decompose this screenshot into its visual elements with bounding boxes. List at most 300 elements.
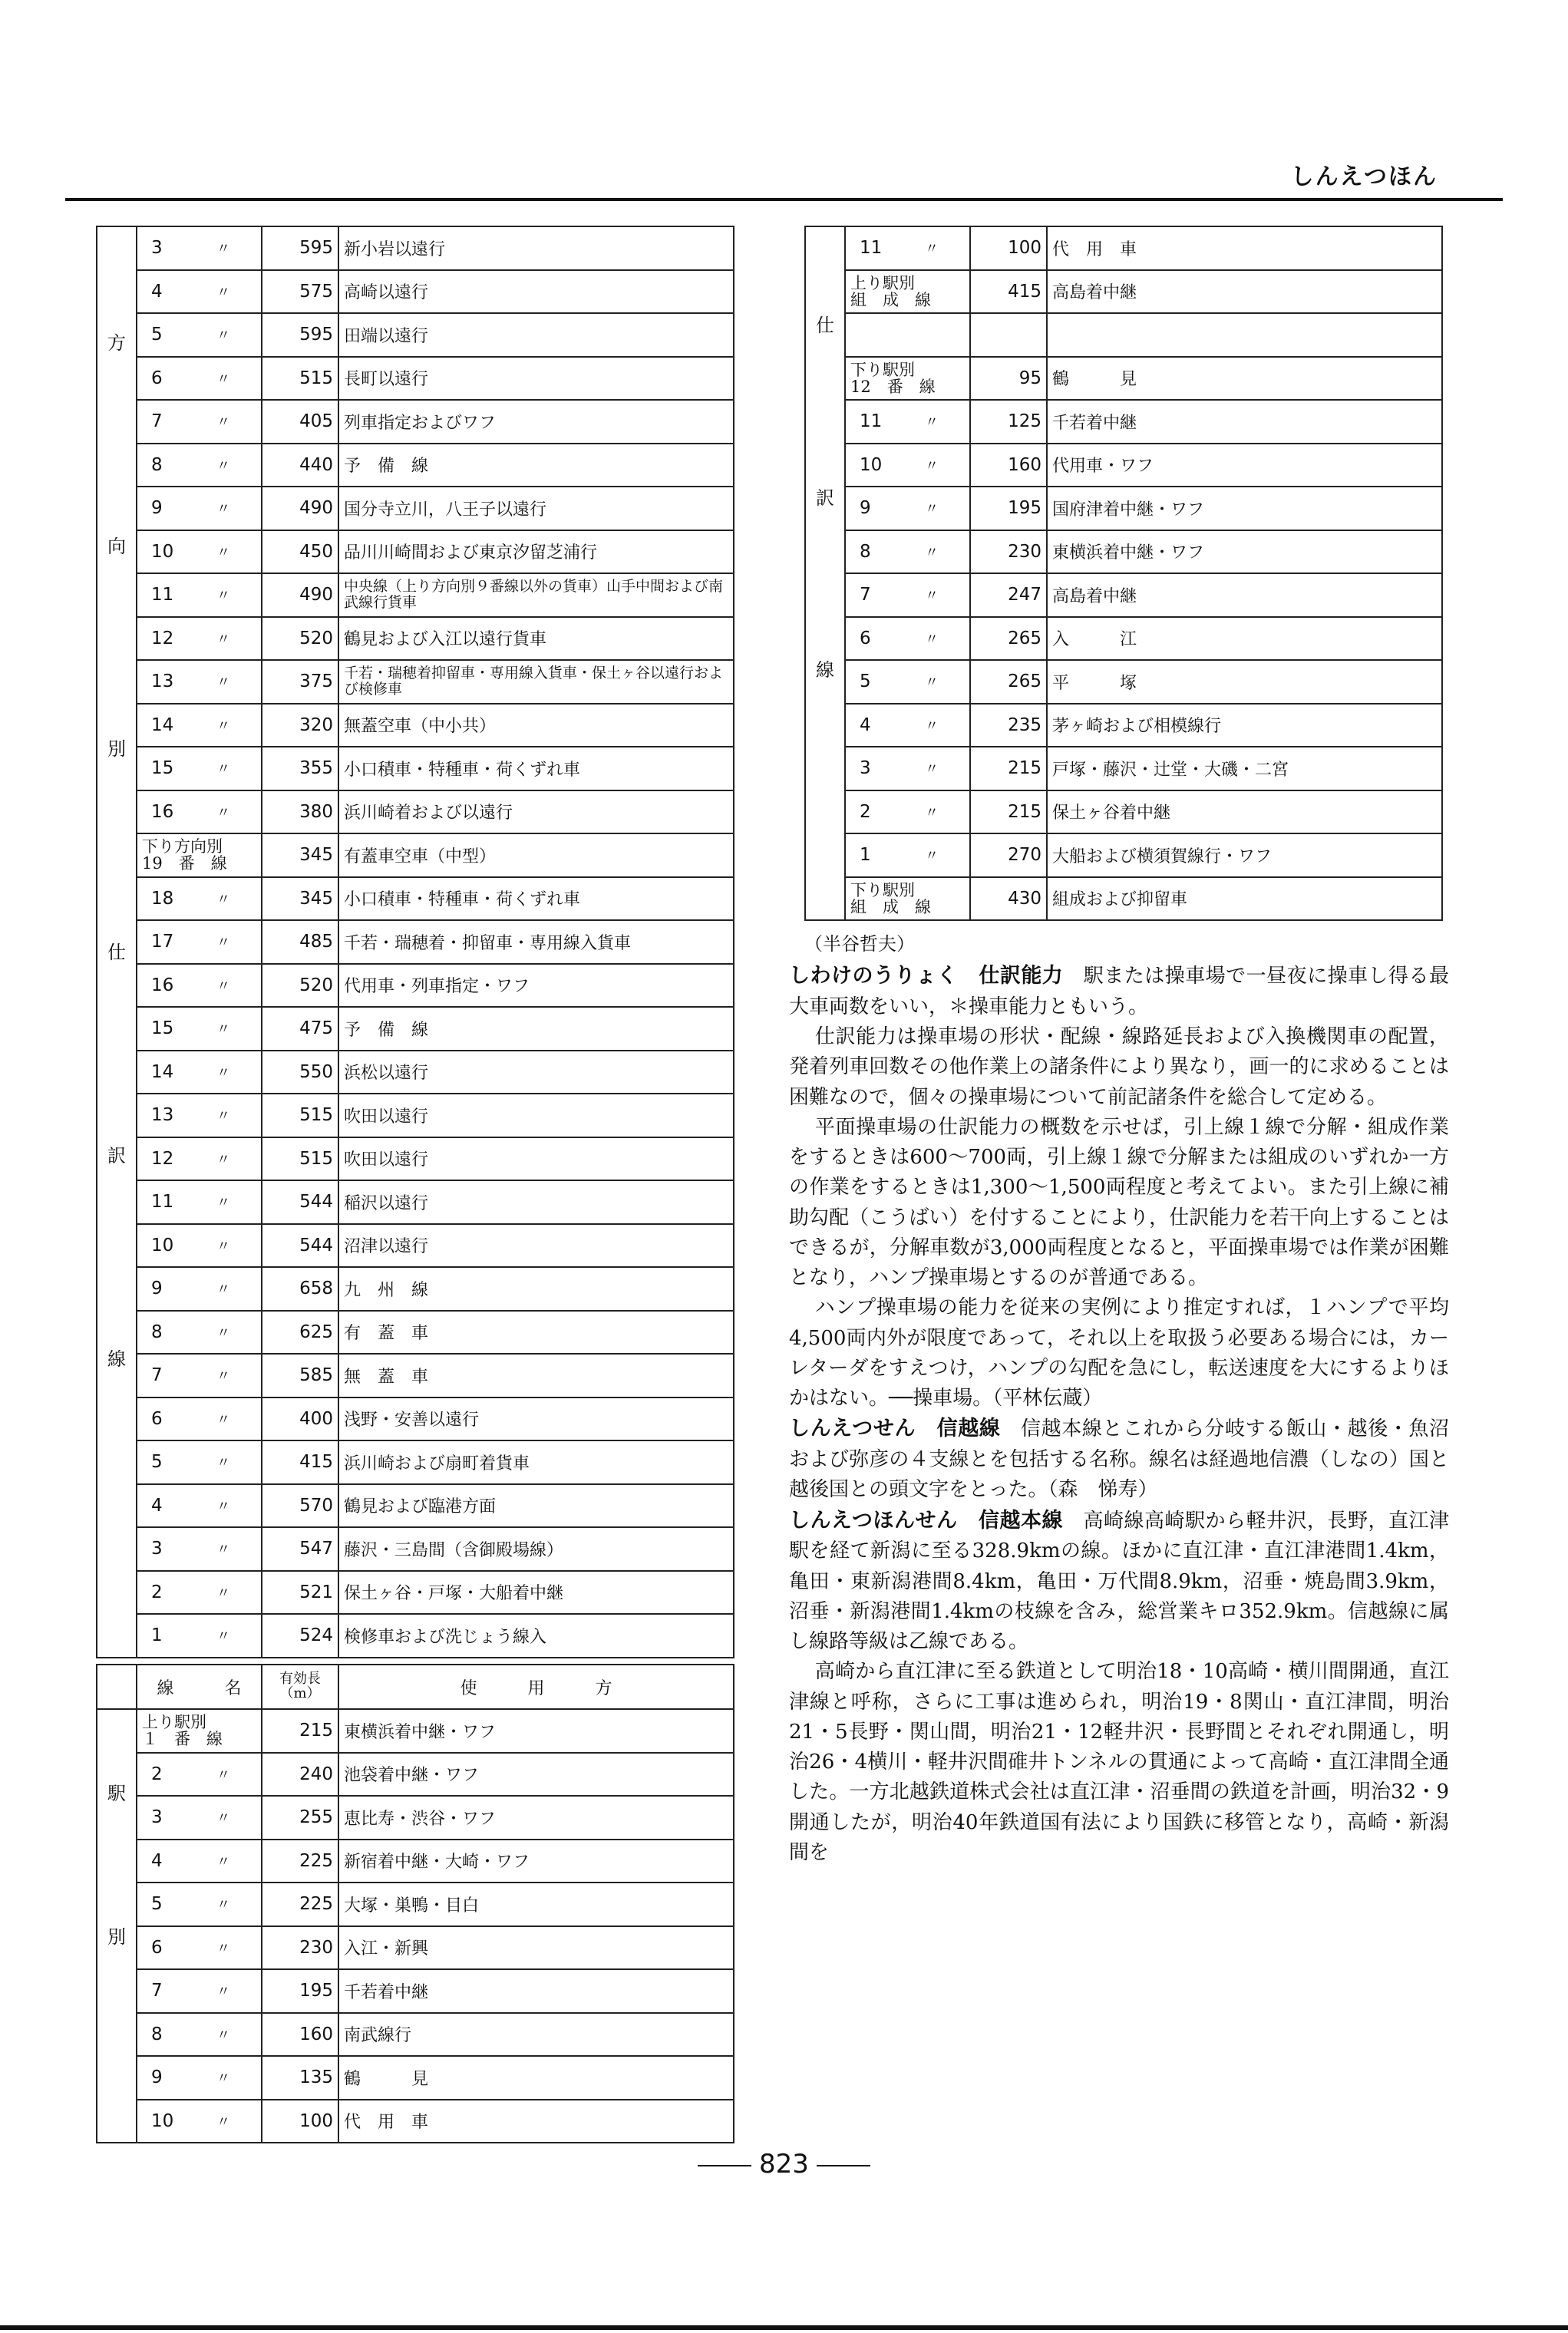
line-number: 13 [151, 1105, 174, 1126]
author-credit: （半谷哲夫） [804, 933, 915, 955]
left-bottom-table [96, 1664, 734, 2143]
line-name-cell [137, 2013, 262, 2057]
line-name-cell [137, 1969, 262, 2013]
length-cell: 230 [262, 1926, 338, 1970]
table-row [97, 2013, 734, 2057]
ditto-mark: 〃 [216, 1064, 230, 1081]
ditto-mark: 〃 [216, 978, 230, 995]
length-cell: 160 [970, 444, 1047, 487]
usage-cell: 千若・瑞穂着抑留車・専用線入貨車・保土ヶ谷以遠行および検修車 [338, 660, 734, 704]
line-number: 18 [151, 888, 174, 909]
line-name-line1: 下り駅別 [850, 360, 915, 379]
usage-cell: 吹田以遠行 [338, 1137, 734, 1181]
ditto-mark: 〃 [925, 718, 939, 734]
group-label-char: 訳 [107, 1145, 126, 1167]
line-number: 7 [151, 411, 163, 432]
table-row [97, 1224, 734, 1268]
right-table [804, 226, 1443, 921]
ditto-mark: 〃 [216, 284, 230, 301]
group-label-char: 訳 [816, 487, 834, 509]
table-row [97, 1753, 734, 1797]
usage-cell: 長町以遠行 [338, 357, 734, 401]
length-cell: 195 [970, 487, 1047, 530]
usage-cell: 大船および横須賀線行・ワフ [1047, 833, 1442, 877]
header-usage: 使 用 方 [338, 1665, 734, 1709]
usage-cell: 池袋着中継・ワフ [338, 1753, 734, 1797]
length-cell: 380 [262, 790, 338, 834]
table-row [97, 1311, 734, 1355]
table-row [805, 530, 1442, 574]
dictionary-entry [789, 1506, 1449, 1658]
group-label [97, 1709, 137, 2143]
table-row [97, 1397, 734, 1441]
length-cell: 521 [262, 1571, 338, 1615]
line-number: 5 [151, 325, 163, 345]
line-name-cell [137, 1311, 262, 1355]
line-name-cell [137, 1753, 262, 1797]
table-row [97, 1709, 734, 1753]
table-row [97, 920, 734, 964]
ditto-mark: 〃 [216, 2114, 230, 2130]
line-name-cell [845, 530, 970, 574]
table-row [97, 877, 734, 921]
usage-cell: 浜川崎着および以遠行 [338, 790, 734, 834]
line-number: 8 [151, 2024, 163, 2044]
usage-cell: 九 州 線 [338, 1267, 734, 1311]
ditto-mark: 〃 [216, 2027, 230, 2044]
ditto-mark: 〃 [216, 1767, 230, 1784]
usage-cell: 品川川崎間および東京汐留芝浦行 [338, 530, 734, 574]
usage-cell: 千若着中継 [1047, 400, 1442, 444]
line-number: 17 [151, 932, 174, 952]
group-label-char: 線 [107, 1348, 126, 1370]
line-name-cell [137, 573, 262, 617]
length-cell: 595 [262, 226, 338, 270]
length-cell: 195 [262, 1969, 338, 2013]
ditto-mark: 〃 [216, 1195, 230, 1212]
table-row [805, 400, 1442, 444]
entry-paragraph: 高崎から直江津に至る鉄道として明治18・10高崎・横川間開通，直江津線と呼称，さらに工事は進められ，明治19・8関山・直江津間，明治21・5長野・関山間，明治21・12軽井沢・長野間とそれぞれ開通し，明治26・4横川・軽井沢間碓井トンネルの貫通によって高崎・直江津間全通した。一方北越鉄道株式会社は直江津・沼垂間の鉄道を計画，明治32・9開通したが，明治40年鉄道国有法により国鉄に移管となり，高崎・新潟間を [789, 1660, 1449, 1864]
table-row [805, 660, 1442, 704]
table-row [805, 617, 1442, 661]
line-number: 2 [860, 801, 871, 822]
ditto-mark: 〃 [216, 1021, 230, 1038]
line-name-cell [845, 877, 970, 921]
line-number: 6 [151, 1937, 163, 1958]
ditto-mark: 〃 [925, 761, 939, 778]
line-number: 11 [151, 585, 174, 606]
line-number: 7 [860, 585, 871, 606]
table-row [805, 573, 1442, 617]
left-top-table [96, 226, 734, 1658]
line-name-line1: 下り駅別 [850, 880, 915, 899]
usage-cell: 浜松以遠行 [338, 1051, 734, 1094]
ditto-mark: 〃 [925, 241, 939, 258]
line-number: 5 [860, 672, 871, 692]
table-row [97, 964, 734, 1008]
usage-cell: 稲沢以遠行 [338, 1180, 734, 1224]
line-name-cell [137, 1926, 262, 1970]
line-number: 10 [151, 1235, 174, 1256]
line-number: 4 [151, 281, 163, 302]
table-row [805, 487, 1442, 530]
line-name-cell [137, 1527, 262, 1571]
entry-text: 駅または操車場で一昼夜に操車し得る最大車両数をいい，＊操車能力ともいう。 [789, 965, 1449, 1018]
line-number: 4 [151, 1495, 163, 1516]
line-name-cell [845, 704, 970, 747]
line-name-line2: 組 成 線 [850, 290, 931, 309]
table-row [805, 877, 1442, 921]
ditto-mark: 〃 [216, 1498, 230, 1515]
ditto-mark: 〃 [216, 1897, 230, 1914]
line-number: 13 [151, 672, 174, 692]
usage-cell: 保土ヶ谷着中継 [1047, 790, 1442, 834]
table-row [805, 790, 1442, 834]
line-name-cell [137, 530, 262, 574]
header-rule [65, 198, 1503, 201]
length-cell: 265 [970, 617, 1047, 661]
ditto-mark: 〃 [216, 804, 230, 821]
table-row [805, 833, 1442, 877]
entry-text: 信越本線とこれから分岐する飯山・越後・魚沼および弥彦の４支線とを包括する名称。線名は経過地信濃（しなの）国と越後国との頭文字をとった。（森 悌寿） [789, 1417, 1449, 1502]
table-row [97, 1267, 734, 1311]
line-name-cell [845, 833, 970, 877]
table-row [97, 270, 734, 314]
bottom-rule [0, 2325, 1568, 2330]
line-name-cell [845, 747, 970, 790]
ditto-mark: 〃 [925, 848, 939, 865]
header-blank [97, 1665, 137, 1709]
line-name-line2: 19 番 線 [142, 854, 227, 873]
line-number: 11 [860, 411, 883, 432]
line-name-cell [845, 313, 970, 357]
length-cell: 230 [970, 530, 1047, 574]
line-name-cell [137, 877, 262, 921]
usage-cell: 有 蓋 車 [338, 1311, 734, 1355]
length-cell: 95 [970, 357, 1047, 401]
usage-cell: 鶴見および臨港方面 [338, 1484, 734, 1528]
usage-cell: 代 用 車 [1047, 226, 1442, 270]
table-row [97, 1969, 734, 2013]
length-cell: 215 [262, 1709, 338, 1753]
length-cell: 345 [262, 833, 338, 877]
line-number: 9 [860, 498, 871, 519]
usage-cell: 東横浜着中継・ワフ [1047, 530, 1442, 574]
table-row [97, 313, 734, 357]
length-cell: 515 [262, 357, 338, 401]
length-cell [970, 313, 1047, 357]
ditto-mark: 〃 [216, 718, 230, 734]
line-name-cell [137, 1440, 262, 1484]
length-cell: 575 [262, 270, 338, 314]
line-number: 2 [151, 1582, 163, 1602]
usage-cell: 代 用 車 [338, 2100, 734, 2143]
entry-headword: しわけのうりょく 仕訳能力 [789, 964, 1064, 988]
length-cell: 585 [262, 1354, 338, 1397]
table-row [97, 1484, 734, 1528]
header-label: しんえつほん [1290, 163, 1438, 190]
table-row [805, 226, 1442, 270]
table-row [97, 1051, 734, 1094]
table-row [97, 617, 734, 661]
dictionary-entry [789, 961, 1449, 1022]
line-number: 15 [151, 1018, 174, 1039]
line-name-cell [137, 1840, 262, 1883]
usage-cell: 茅ヶ崎および相模線行 [1047, 704, 1442, 747]
ditto-mark: 〃 [216, 631, 230, 648]
line-name-line2: 組 成 線 [850, 897, 931, 916]
usage-cell: 検修車および洗じょう線入 [338, 1614, 734, 1658]
line-number: 6 [151, 1408, 163, 1429]
table-row [97, 704, 734, 747]
header-line-name: 線 名 [137, 1665, 262, 1709]
table-row [97, 357, 734, 401]
usage-cell: 高島着中継 [1047, 270, 1442, 314]
usage-cell: 組成および抑留車 [1047, 877, 1442, 921]
ditto-mark: 〃 [216, 1853, 230, 1870]
entry-text: 高崎線高崎駅から軽井沢，長野，直江津駅を経て新潟に至る328.9kmの線。ほかに直江津・直江津港間1.4km，亀田・東新潟港間8.4km，亀田・万代間8.9km，沼垂・焼島間3.9km，沼垂・新潟港間1.4kmの枝線を含み，総営業キロ352.9km。信越線に属し線路等級は乙線である。 [789, 1509, 1449, 1654]
usage-cell: 新宿着中継・大崎・ワフ [338, 1840, 734, 1883]
length-cell: 547 [262, 1527, 338, 1571]
length-cell: 270 [970, 833, 1047, 877]
table-row [805, 357, 1442, 401]
ditto-mark: 〃 [925, 414, 939, 431]
header-length: 有効長（m） [262, 1665, 338, 1709]
line-number: 7 [151, 1981, 163, 2001]
length-cell: 215 [970, 747, 1047, 790]
line-name-cell [137, 1571, 262, 1615]
entry-paragraph: 仕訳能力は操車場の形状・配線・線路延長および入換機関車の配置，発着列車回数その他作業上の諸条件により異なり，画一的に求めることは困難なので，個々の操車場について前記諸条件を総合して定める。 [789, 1025, 1449, 1109]
ditto-mark: 〃 [216, 544, 230, 561]
ditto-mark: 〃 [216, 241, 230, 258]
ditto-mark: 〃 [925, 804, 939, 821]
line-name-cell [845, 487, 970, 530]
length-cell: 625 [262, 1311, 338, 1355]
length-cell: 430 [970, 877, 1047, 921]
length-cell: 400 [262, 1397, 338, 1441]
usage-cell: 恵比寿・渋谷・ワフ [338, 1796, 734, 1840]
length-cell: 475 [262, 1007, 338, 1051]
line-number: 11 [151, 1192, 174, 1213]
line-name-cell [137, 270, 262, 314]
entry-paragraph: 平面操車場の仕訳能力の概数を示せば，引上線１線で分解・組成作業をするときは600〜700両，引上線１線で分解または組成のいずれか一方の作業をするときは1,300〜1,500両程度と考えてよい。また引上線に補助勾配（こうばい）を付することにより，仕訳能力を若干向上することはできるが，分解車数が3,000両程度となると，平面操車場では作業が困難となり，ハンプ操車場とするのが普通である。 [789, 1115, 1449, 1290]
ditto-mark: 〃 [216, 935, 230, 952]
line-name-cell [137, 617, 262, 661]
ditto-mark: 〃 [216, 1628, 230, 1645]
line-name-cell [137, 226, 262, 270]
line-number: 8 [860, 541, 871, 562]
table-row [805, 270, 1442, 314]
ditto-mark: 〃 [216, 1411, 230, 1428]
length-cell: 490 [262, 487, 338, 530]
line-number: 3 [860, 758, 871, 779]
table-row [97, 660, 734, 704]
line-name-cell [137, 1007, 262, 1051]
entry-paragraph: ハンプ操車場の能力を従来の実例により推定すれば，１ハンプで平均4,500両内外が限度であって，それ以上を取扱う必要ある場合には，カーレターダをすえつけ，ハンプの勾配を急にし，転送速度を大にするよりほかはない。──操車場。（平林伝蔵） [789, 1296, 1449, 1411]
line-name-cell [137, 1224, 262, 1268]
line-name-cell [137, 1883, 262, 1926]
length-cell: 247 [970, 573, 1047, 617]
table-row [97, 400, 734, 444]
usage-cell: 保土ヶ谷・戸塚・大船着中継 [338, 1571, 734, 1615]
line-name-cell [845, 617, 970, 661]
line-number: 10 [151, 541, 174, 562]
ditto-mark: 〃 [216, 1238, 230, 1255]
line-name-cell [137, 2056, 262, 2100]
length-cell: 160 [262, 2013, 338, 2057]
ditto-mark: 〃 [925, 457, 939, 474]
usage-cell: 高崎以遠行 [338, 270, 734, 314]
line-name-cell [137, 833, 262, 877]
dictionary-text [789, 961, 1449, 1868]
line-name-cell [137, 747, 262, 790]
line-name-line1: 上り駅別 [850, 273, 915, 292]
table-row [97, 1883, 734, 1926]
line-number: 8 [151, 1322, 163, 1342]
group-label-char: 別 [107, 1925, 126, 1948]
table-row [97, 1840, 734, 1883]
group-label-char: 仕 [816, 314, 834, 336]
line-number: 4 [860, 714, 871, 735]
line-name-cell [137, 2100, 262, 2143]
line-name-cell [137, 1180, 262, 1224]
table-row [97, 2100, 734, 2143]
table-row [805, 313, 1442, 357]
table-row [805, 747, 1442, 790]
table-row [97, 1354, 734, 1397]
table-row [805, 704, 1442, 747]
line-name-line1: 下り方向別 [142, 837, 223, 856]
usage-cell [1047, 313, 1442, 357]
table-row [97, 1180, 734, 1224]
ditto-mark: 〃 [216, 1282, 230, 1298]
line-name-cell [137, 790, 262, 834]
usage-cell: 新小岩以遠行 [338, 226, 734, 270]
length-cell: 405 [262, 400, 338, 444]
length-cell: 520 [262, 617, 338, 661]
line-number: 4 [151, 1850, 163, 1871]
ditto-mark: 〃 [925, 588, 939, 605]
usage-cell: 高島着中継 [1047, 573, 1442, 617]
line-number: 16 [151, 801, 174, 822]
ditto-mark: 〃 [216, 1984, 230, 2001]
length-cell: 570 [262, 1484, 338, 1528]
length-cell: 225 [262, 1883, 338, 1926]
length-cell: 265 [970, 660, 1047, 704]
usage-cell: 南武線行 [338, 2013, 734, 2057]
line-name-cell [137, 1709, 262, 1753]
table-row [97, 226, 734, 270]
usage-cell: 吹田以遠行 [338, 1094, 734, 1137]
ditto-mark: 〃 [216, 1325, 230, 1341]
ditto-mark: 〃 [216, 2071, 230, 2087]
line-name-cell [137, 1137, 262, 1181]
length-cell: 355 [262, 747, 338, 790]
length-cell: 515 [262, 1094, 338, 1137]
ditto-mark: 〃 [216, 1108, 230, 1125]
usage-cell: 中央線（上り方向別９番線以外の貨車）山手中間および南武線行貨車 [338, 573, 734, 617]
table-row [97, 487, 734, 530]
usage-cell: 沼津以遠行 [338, 1224, 734, 1268]
table-row [97, 747, 734, 790]
page-number [0, 2149, 1568, 2180]
line-name-cell [137, 1354, 262, 1397]
length-cell: 100 [262, 2100, 338, 2143]
usage-cell: 有蓋車空車（中型） [338, 833, 734, 877]
length-cell: 490 [262, 573, 338, 617]
table-row [97, 790, 734, 834]
group-label-char: 線 [816, 659, 834, 681]
length-cell: 550 [262, 1051, 338, 1094]
length-cell: 544 [262, 1180, 338, 1224]
line-number: 7 [151, 1365, 163, 1386]
usage-cell: 無蓋空車（中小共） [338, 704, 734, 747]
usage-cell: 列車指定およびワフ [338, 400, 734, 444]
length-cell: 100 [970, 226, 1047, 270]
usage-cell: 東横浜着中継・ワフ [338, 1709, 734, 1753]
dictionary-entry [789, 1414, 1449, 1505]
line-name-cell [845, 270, 970, 314]
line-number: 1 [151, 1625, 163, 1646]
ditto-mark: 〃 [216, 1542, 230, 1559]
length-cell: 125 [970, 400, 1047, 444]
line-number: 3 [151, 1807, 163, 1828]
line-number: 15 [151, 758, 174, 779]
table-row [97, 1094, 734, 1137]
usage-cell: 千若着中継 [338, 1969, 734, 2013]
line-name-cell [845, 660, 970, 704]
line-name-cell [137, 920, 262, 964]
length-cell: 440 [262, 444, 338, 487]
usage-cell: 平 塚 [1047, 660, 1442, 704]
line-name-cell [845, 790, 970, 834]
length-cell: 595 [262, 313, 338, 357]
line-number: 12 [151, 1148, 174, 1169]
line-name-cell [137, 704, 262, 747]
table-row [97, 2056, 734, 2100]
length-cell: 235 [970, 704, 1047, 747]
line-name-cell [137, 964, 262, 1008]
group-label-char: 向 [107, 535, 126, 557]
line-name-cell [845, 357, 970, 401]
length-cell: 375 [262, 660, 338, 704]
line-name-cell [137, 1484, 262, 1528]
length-cell: 524 [262, 1614, 338, 1658]
ditto-mark: 〃 [216, 675, 230, 691]
line-name-cell [845, 226, 970, 270]
group-label-char: 駅 [107, 1782, 126, 1804]
usage-cell: 鶴見および入江以遠行貨車 [338, 617, 734, 661]
ditto-mark: 〃 [216, 1455, 230, 1472]
line-name-cell [137, 1397, 262, 1441]
line-number: 16 [151, 975, 174, 995]
usage-cell: 藤沢・三島間（含御殿場線） [338, 1527, 734, 1571]
group-label-char: 仕 [107, 942, 126, 964]
line-number: 9 [151, 498, 163, 519]
table-row [97, 833, 734, 877]
line-name-cell [137, 487, 262, 530]
usage-cell: 鶴 見 [1047, 357, 1442, 401]
usage-cell: 小口積車・特種車・荷くずれ車 [338, 877, 734, 921]
ditto-mark: 〃 [216, 1368, 230, 1385]
line-number: 14 [151, 714, 174, 735]
length-cell: 320 [262, 704, 338, 747]
ditto-mark: 〃 [925, 631, 939, 648]
line-number: 1 [860, 845, 871, 866]
line-name-line2: 12 番 線 [850, 377, 936, 396]
length-cell: 450 [262, 530, 338, 574]
usage-cell: 代用車・列車指定・ワフ [338, 964, 734, 1008]
